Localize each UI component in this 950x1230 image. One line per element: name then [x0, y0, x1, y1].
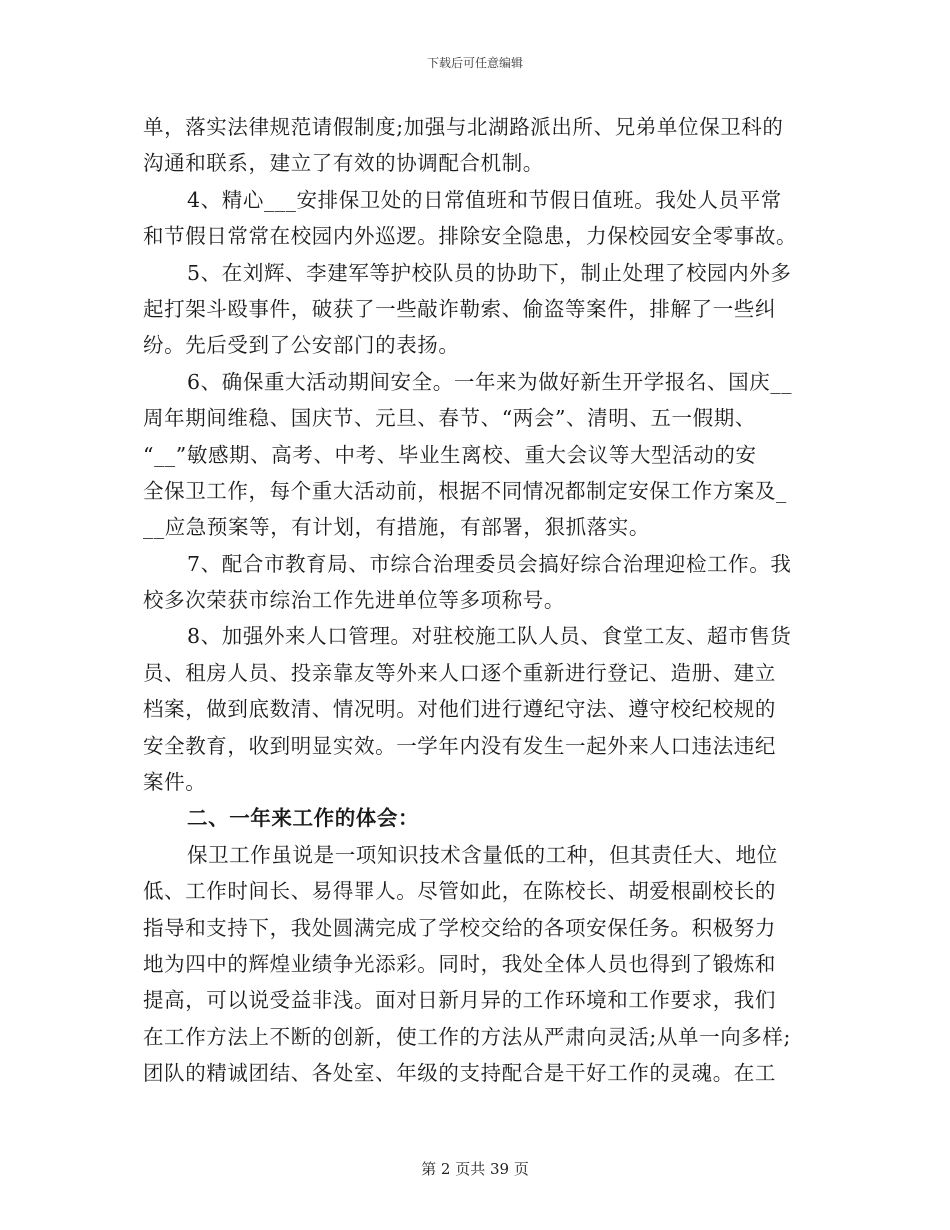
text-line: 7、配合市教育局、市综合治理委员会搞好综合治理迎检工作。我: [187, 551, 792, 576]
text-line: 8、加强外来人口管理。对驻校施工队人员、食堂工友、超市售货: [187, 624, 792, 649]
text-line: 沟通和联系，建立了有效的协调配合机制。: [143, 151, 544, 176]
text-line: 案件。: [143, 770, 207, 795]
text-line: 校多次荣获市综治工作先进单位等多项称号。: [143, 588, 565, 613]
text-line: 周年期间维稳、国庆节、元旦、春节、“两会”、清明、五一假期、: [143, 406, 756, 431]
text-line: 指导和支持下，我处圆满完成了学校交给的各项安保任务。积极努力: [143, 915, 776, 940]
document-body: [143, 109, 805, 1092]
text-line: “__”敏感期、高考、中考、毕业生离校、重大会议等大型活动的安: [143, 442, 757, 467]
text-line: 起打架斗殴事件，破获了一些敲诈勒索、偷盗等案件，排解了一些纠: [143, 296, 776, 321]
text-line: 单，落实法律规范请假制度;加强与北湖路派出所、兄弟单位保卫科的: [143, 115, 784, 139]
text-line: 档案，做到底数清、情况明。对他们进行遵纪守法、遵守校纪校规的: [143, 697, 776, 722]
text-line: 4、精心___安排保卫处的日常值班和节假日值班。我处人员平常: [187, 187, 782, 212]
text-line: 纷。先后受到了公安部门的表扬。: [143, 333, 460, 358]
text-line: 5、在刘辉、李建军等护校队员的协助下，制止处理了校园内外多: [187, 260, 792, 285]
text-line: 和节假日常常在校园内外巡逻。排除安全隐患，力保校园安全零事故。: [143, 224, 798, 249]
text-line: 地为四中的辉煌业绩争光添彩。同时，我处全体人员也得到了锻炼和: [143, 951, 776, 976]
text-line: __应急预案等，有计划，有措施，有部署，狠抓落实。: [143, 515, 650, 540]
text-line: 低、工作时间长、易得罪人。尽管如此，在陈校长、胡爱根副校长的: [143, 879, 776, 904]
text-line: 提高，可以说受益非浅。面对日新月异的工作环境和工作要求，我们: [143, 988, 776, 1013]
section-heading: 二、一年来工作的体会：: [187, 806, 420, 831]
text-line: 团队的精诚团结、各处室、年级的支持配合是干好工作的灵魂。在工: [143, 1061, 776, 1086]
text-line: 保卫工作虽说是一项知识技术含量低的工种，但其责任大、地位: [187, 842, 778, 867]
text-line: 在工作方法上不断的创新，使工作的方法从严肃向灵活;从单一向多样;: [143, 1024, 792, 1049]
page-header: 下载后可任意编辑: [426, 56, 523, 70]
text-line: 安全教育，收到明显实效。一学年内没有发生一起外来人口违法违纪: [143, 733, 776, 758]
text-line: 员、租房人员、投亲靠友等外来人口逐个重新进行登记、造册、建立: [143, 660, 776, 685]
text-line: 6、确保重大活动期间安全。一年来为做好新生开学报名、国庆__: [187, 369, 793, 394]
text-line: 全保卫工作，每个重大活动前，根据不同情况都制定安保工作方案及_: [143, 478, 787, 503]
page-footer: 第 2 页共 39 页: [421, 1160, 529, 1178]
